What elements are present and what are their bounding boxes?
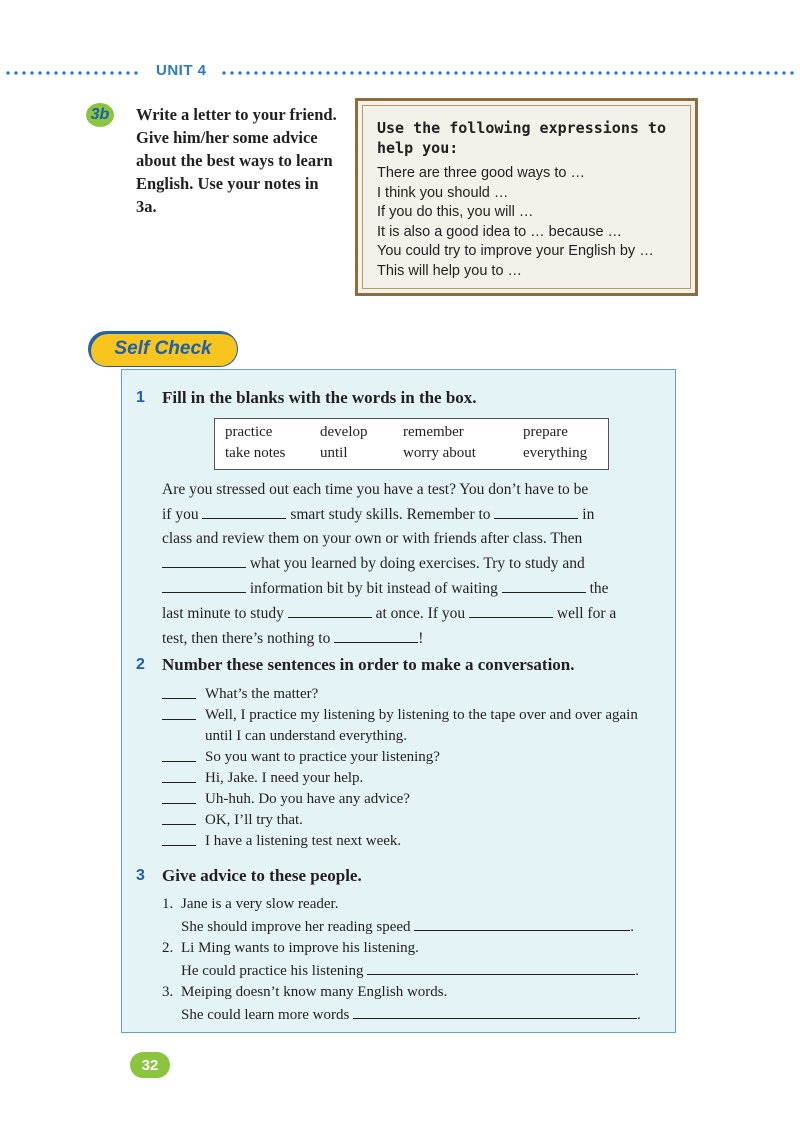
order-blank[interactable] — [162, 782, 196, 783]
para-text: the — [589, 580, 609, 597]
advice-prompt: She could learn more words — [181, 1007, 350, 1023]
conversation-text: Well, I practice my listening by listening to the tape over and over again until I can understand everything. — [205, 707, 638, 744]
word-item: everything — [523, 445, 588, 461]
advice-item — [162, 982, 662, 1026]
advice-situation: Li Ming wants to improve his listening. — [181, 940, 419, 956]
para-text: ! — [418, 630, 424, 647]
dotted-rule-left — [4, 71, 142, 75]
para-text: in — [582, 506, 595, 523]
expression-item: If you do this, you will … — [377, 204, 534, 221]
order-blank[interactable] — [162, 824, 196, 825]
expressions-title: Use the following expressions to help you: — [377, 119, 666, 157]
advice-item — [162, 894, 662, 938]
expression-item: There are three good ways to … — [377, 165, 585, 181]
word-item: worry about — [403, 445, 476, 461]
conversation-item — [162, 810, 652, 831]
advice-prompt: He could practice his listening — [181, 963, 364, 979]
conversation-text: Uh-huh. Do you have any advice? — [205, 791, 410, 807]
expressions-list — [377, 164, 690, 282]
conversation-text: So you want to practice your listening? — [205, 749, 440, 765]
section-3-title: Give advice to these people. — [162, 866, 362, 885]
expression-item: It is also a good idea to … because … — [377, 223, 623, 240]
advice-situation: Jane is a very slow reader. — [181, 896, 339, 912]
section-2-number: 2 — [136, 656, 145, 673]
answer-blank[interactable] — [502, 576, 586, 593]
section-1-title: Fill in the blanks with the words in the box. — [162, 388, 477, 407]
self-check-tab — [89, 332, 237, 366]
advice-answer-blank[interactable] — [367, 959, 635, 975]
conversation-text: Hi, Jake. I need your help. — [205, 770, 364, 786]
section-3-number: 3 — [136, 867, 145, 884]
para-text: if you — [162, 506, 199, 523]
advice-end: . — [630, 919, 635, 935]
unit-title: UNIT 4 — [156, 62, 207, 79]
task-instruction: Write a letter to your friend. Give him/her some advice about the best ways to learn English. Use your notes in 3a. — [136, 105, 337, 216]
para-text: Are you stressed out each time you have a test? You don’t have to be — [162, 481, 589, 498]
para-text: smart study skills. Remember to — [290, 506, 491, 523]
conversation-item — [162, 768, 652, 789]
order-blank[interactable] — [162, 845, 196, 846]
answer-blank[interactable] — [334, 626, 418, 643]
conversation-text: OK, I’ll try that. — [205, 812, 303, 828]
word-item: until — [320, 445, 348, 461]
dotted-rule-right — [220, 71, 796, 75]
para-text: what you learned by doing exercises. Try to study and — [249, 555, 585, 572]
advice-prompt: She should improve her reading speed — [181, 919, 411, 935]
conversation-item — [162, 705, 652, 747]
word-item: remember — [403, 424, 464, 440]
page-number: 32 — [130, 1052, 170, 1078]
advice-number: 1. — [162, 896, 174, 912]
self-check-label: Self Check — [114, 338, 212, 359]
expressions-inner — [362, 105, 691, 289]
para-text: last minute to study — [162, 605, 284, 622]
answer-blank[interactable] — [494, 502, 578, 519]
expression-item: This will help you to … — [377, 262, 523, 279]
order-blank[interactable] — [162, 719, 196, 720]
unit-header — [0, 62, 800, 84]
para-text: at once. If you — [375, 605, 466, 622]
advice-number: 3. — [162, 984, 174, 1000]
answer-blank[interactable] — [469, 601, 553, 618]
answer-blank[interactable] — [202, 502, 286, 519]
answer-blank[interactable] — [162, 576, 246, 593]
para-text: test, then there’s nothing to — [162, 630, 331, 647]
fill-in-paragraph — [162, 478, 662, 651]
expression-item: You could try to improve your English by … — [377, 243, 654, 260]
word-box — [214, 418, 609, 470]
task-number-badge: 3b — [86, 103, 114, 127]
advice-situation: Meiping doesn’t know many English words. — [181, 984, 448, 1000]
expressions-box — [355, 98, 698, 296]
section-1-number: 1 — [136, 389, 145, 406]
para-text: class and review them on your own or with friends after class. Then — [162, 530, 583, 547]
order-blank[interactable] — [162, 803, 196, 804]
answer-blank[interactable] — [162, 551, 246, 568]
advice-answer-blank[interactable] — [414, 915, 630, 931]
word-item: take notes — [225, 445, 286, 461]
para-text: well for a — [556, 605, 617, 622]
conversation-item — [162, 747, 652, 768]
advice-end: . — [635, 963, 639, 979]
conversation-item — [162, 831, 652, 852]
order-blank[interactable] — [162, 761, 196, 762]
word-item: prepare — [523, 424, 568, 440]
advice-list — [162, 894, 662, 1026]
order-blank[interactable] — [162, 698, 196, 699]
advice-item — [162, 938, 662, 982]
advice-answer-blank[interactable] — [353, 1003, 637, 1019]
word-item: develop — [320, 424, 368, 440]
conversation-item — [162, 789, 652, 810]
advice-end: . — [637, 1007, 641, 1023]
word-item: practice — [225, 424, 273, 440]
conversation-text: I have a listening test next week. — [205, 833, 402, 849]
conversation-item — [162, 684, 652, 705]
section-2-title: Number these sentences in order to make a conversation. — [162, 655, 575, 674]
conversation-text: What’s the matter? — [205, 686, 319, 702]
advice-number: 2. — [162, 940, 174, 956]
conversation-list — [162, 684, 652, 852]
answer-blank[interactable] — [288, 601, 372, 618]
expression-item: I think you should … — [377, 184, 509, 201]
para-text: information bit by bit instead of waiting — [249, 580, 498, 597]
